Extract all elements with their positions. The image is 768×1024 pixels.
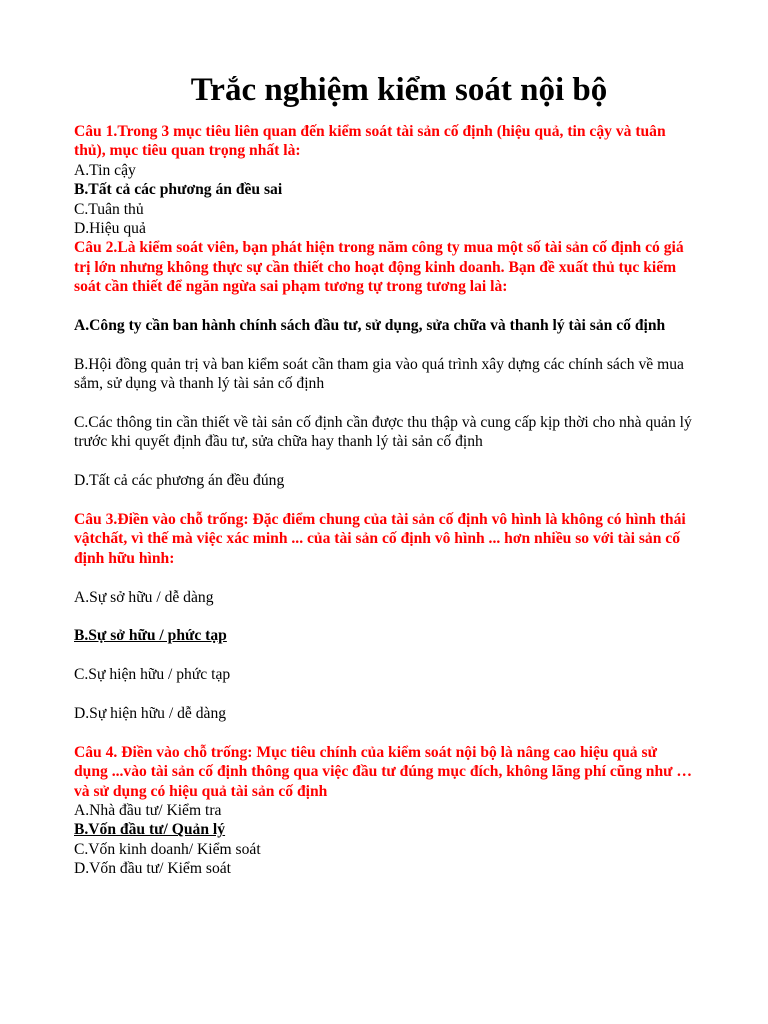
page-title: Trắc nghiệm kiểm soát nội bộ (190, 72, 608, 108)
option-d: D.Tất cả các phương án đều đúng (74, 472, 285, 490)
question-text: Câu 3.Điền vào chỗ trống: Đặc điểm chung của tài sản cố định vô hình là không có hình thái vậtchất, vì thế mà việc xác minh ... của tài sản cố định vô hình ... hơn nhiều so với tài sản cố định hữu hình: (74, 511, 686, 567)
option-d: D.Sự hiện hữu / dễ dàng (74, 705, 227, 723)
option-b-correct: B.Vốn đầu tư/ Quản lý (74, 821, 226, 839)
question-text: Câu 1.Trong 3 mục tiêu liên quan đến kiểm soát tài sản cố định (hiệu quả, tin cậy và tuân thủ), mục tiêu quan trọng nhất là: (74, 123, 666, 160)
option-a: A.Nhà đầu tư/ Kiểm tra (74, 802, 222, 820)
option-c: C.Sự hiện hữu / phức tạp (74, 666, 231, 684)
option-a: A.Sự sở hữu / dễ dàng (74, 588, 214, 606)
spacer (74, 685, 694, 704)
option-c: C.Tuân thủ (74, 200, 144, 218)
question-1 (74, 122, 694, 238)
spacer (74, 723, 694, 742)
option-c: C.Các thông tin cần thiết về tài sản cố định cần được thu thập và cung cấp kịp thời cho nhà quản lý trước khi quyết định đầu tư, sửa chữa hay thanh lý tài sản cố định (74, 414, 692, 451)
option-b-correct: B.Tất cả các phương án đều sai (74, 181, 283, 199)
spacer (74, 646, 694, 665)
question-4 (74, 743, 694, 879)
spacer (74, 452, 694, 471)
option-d: D.Hiệu quả (74, 220, 146, 238)
spacer (74, 394, 694, 413)
spacer (74, 335, 694, 354)
option-c: C.Vốn kinh doanh/ Kiểm soát (74, 840, 261, 858)
option-d: D.Vốn đầu tư/ Kiểm soát (74, 860, 232, 878)
option-a-correct: A.Công ty cần ban hành chính sách đầu tư, sử dụng, sửa chữa và thanh lý tài sản cố định (74, 317, 666, 335)
option-a: A.Tin cậy (74, 161, 136, 179)
option-b: B.Hội đồng quản trị và ban kiểm soát cần tham gia vào quá trình xây dựng các chính sách về mua sắm, sử dụng và thanh lý tài sản cố định (74, 355, 684, 393)
quiz-content (74, 122, 694, 879)
spacer (74, 491, 694, 510)
spacer (74, 568, 694, 587)
question-text: Câu 2.Là kiểm soát viên, bạn phát hiện trong năm công ty mua một số tài sản cố định có giá trị lớn nhưng không thực sự cần thiết cho hoạt động kinh doanh. Bạn đề xuất thủ tục kiểm soát cần thiết để ngăn ngừa sai phạm tương tự trong tương lai là: (74, 239, 684, 296)
question-2 (74, 238, 694, 510)
question-3 (74, 510, 694, 743)
question-text: Câu 4. Điền vào chỗ trống: Mục tiêu chính của kiểm soát nội bộ là nâng cao hiệu quả sử dụng ...vào tài sản cố định thông qua việc đầu tư đúng mục đích, không lãng phí cũng như … và sử dụng có hiệu quả tài sản cố định (74, 743, 692, 800)
option-b-correct: B.Sự sở hữu / phức tạp (74, 627, 227, 645)
spacer (74, 607, 694, 626)
spacer (74, 297, 694, 316)
